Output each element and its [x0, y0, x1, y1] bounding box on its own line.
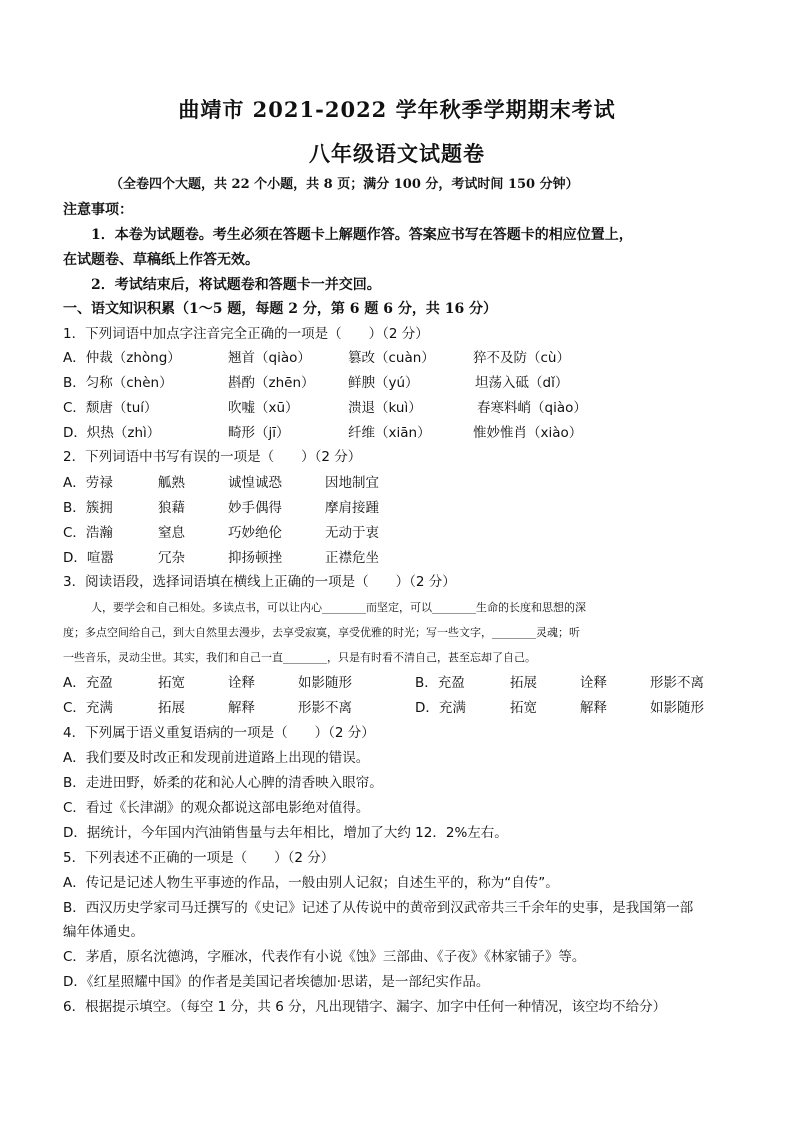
q3-c-1: C．充满 — [63, 700, 113, 716]
question-2-stem: 2．下列词语中书写有误的一项是（ ）（2 分） — [63, 449, 362, 465]
q3-b-4: 形影不离 — [650, 675, 704, 691]
q3-c-3: 解释 — [228, 700, 255, 716]
q4-option-d: D．据统计，今年国内汽油销售量与去年相比，增加了大约 12．2%左右。 — [63, 825, 508, 841]
exam-info: （全卷四个大题，共 22 个小题，共 8 页；满分 100 分，考试时间 150 分钟） — [110, 177, 579, 192]
q1-c-4: 春寒料峭（qiào） — [477, 400, 587, 416]
q1-a-1: A．仲裁（zhòng） — [63, 350, 181, 366]
q2-d-2: 冗杂 — [158, 550, 185, 566]
q3-a-3: 诠释 — [228, 675, 255, 691]
q2-d-1: D．喧嚣 — [63, 550, 114, 566]
q3-passage-line-1: 人，要学会和自己相处。多读点书，可以让内心________而坚定，可以________生命的长度和思想的深 — [91, 601, 586, 614]
q2-a-3: 诚惶诚恐 — [228, 475, 282, 491]
question-3-stem: 3．阅读语段，选择词语填在横线上正确的一项是（ ）（2 分） — [63, 574, 456, 590]
q3-passage-line-3: 一些音乐，灵动尘世。其实，我们和自己一直________，只是有时看不清自己，甚至忘却了自己。 — [63, 651, 536, 664]
q1-b-4: 坦荡入砥（dǐ） — [475, 375, 569, 391]
question-4-stem: 4．下列属于语义重复语病的一项是（ ）（2 分） — [63, 725, 375, 741]
q2-b-4: 摩肩接踵 — [325, 500, 379, 516]
q4-option-b: B．走进田野，娇柔的花和沁人心脾的清香映入眼帘。 — [63, 775, 383, 791]
q1-a-4: 猝不及防（cù） — [473, 350, 570, 366]
q1-b-1: B．匀称（chèn） — [63, 375, 173, 391]
q1-c-1: C．颓唐（tuí） — [63, 400, 158, 416]
q3-passage-line-2: 度；多点空间给自己，到大自然里去漫步，去享受寂寞，享受优雅的时光；写一些文字，________灵魂；听 — [63, 626, 580, 639]
q1-a-3: 篡改（cuàn） — [348, 350, 435, 366]
q1-a-2: 翘首（qiào） — [228, 350, 311, 366]
q2-a-2: 觚熟 — [158, 475, 185, 491]
q3-c-2: 拓展 — [158, 700, 185, 716]
q3-a-2: 拓宽 — [158, 675, 185, 691]
notice-item-1: 1．本卷为试题卷。考生必须在答题卡上解题作答。答案应书写在答题卡的相应位置上， — [91, 227, 633, 243]
q2-d-4: 正襟危坐 — [325, 550, 379, 566]
q5-option-b: B．西汉历史学家司马迁撰写的《史记》记述了从传说中的黄帝到汉武帝共三千余年的史事，是我国第一部 — [63, 900, 694, 916]
q3-a-4: 如影随形 — [298, 675, 352, 691]
q3-b-1: B．充盈 — [415, 675, 465, 691]
q3-b-2: 拓展 — [510, 675, 537, 691]
notice-item-1-cont: 在试题卷、草稿纸上作答无效。 — [63, 252, 259, 268]
q2-c-1: C．浩瀚 — [63, 525, 113, 541]
q2-c-3: 巧妙绝伦 — [228, 525, 282, 541]
q3-a-1: A．充盈 — [63, 675, 113, 691]
q2-d-3: 抑扬顿挫 — [228, 550, 282, 566]
question-6-stem: 6．根据提示填空。（每空 1 分，共 6 分，凡出现错字、漏字、加字中任何一种情况，该空均不给分） — [63, 999, 667, 1015]
q1-d-1: D．炽热（zhì） — [63, 425, 161, 441]
q5-option-b-cont: 编年体通史。 — [63, 924, 144, 940]
q3-d-4: 如影随形 — [650, 700, 704, 716]
q3-c-4: 形影不离 — [298, 700, 352, 716]
section-1-heading: 一、语文知识积累（1～5 题，每题 2 分，第 6 题 6 分，共 16 分） — [63, 301, 498, 317]
exam-subtitle: 八年级语文试题卷 — [309, 141, 485, 166]
q3-d-1: D．充满 — [415, 700, 466, 716]
exam-title: 曲靖市 2021-2022 学年秋季学期期末考试 — [178, 97, 616, 122]
question-1-stem: 1．下列词语中加点字注音完全正确的一项是（ ）（2 分） — [63, 326, 429, 342]
notice-item-2: 2．考试结束后，将试题卷和答题卡一并交回。 — [91, 277, 381, 293]
q2-a-1: A．劳禄 — [63, 475, 113, 491]
q1-c-3: 溃退（kuì） — [348, 400, 422, 416]
q5-option-d: D．《红星照耀中国》的作者是美国记者埃德加·思诺，是一部纪实作品。 — [63, 974, 490, 990]
notice-heading: 注意事项： — [63, 202, 133, 218]
q1-b-3: 鲜腴（yú） — [348, 375, 419, 391]
question-5-stem: 5．下列表述不正确的一项是（ ）（2 分） — [63, 850, 335, 866]
q2-b-3: 妙手偶得 — [228, 500, 282, 516]
q2-c-4: 无动于衷 — [325, 525, 379, 541]
q3-d-2: 拓宽 — [510, 700, 537, 716]
q3-b-3: 诠释 — [580, 675, 607, 691]
q1-c-2: 吹嘘（xū） — [228, 400, 299, 416]
q4-option-a: A．我们要及时改正和发现前进道路上出现的错误。 — [63, 750, 370, 766]
q5-option-a: A．传记是记述人物生平事迹的作品，一般由别人记叙；自述生平的，称为“自传”。 — [63, 875, 559, 891]
q2-a-4: 因地制宜 — [325, 475, 379, 491]
q4-option-c: C．看过《长津湖》的观众都说这部电影绝对值得。 — [63, 800, 370, 816]
q1-d-3: 纤维（xiān） — [348, 425, 431, 441]
q2-c-2: 窒息 — [158, 525, 185, 541]
q1-d-2: 畸形（jī） — [228, 425, 290, 441]
q5-option-c: C．茅盾，原名沈德鸿，字雁冰，代表作有小说《蚀》三部曲、《子夜》《林家铺子》等。 — [63, 949, 586, 965]
q1-d-4: 惟妙惟肖（xiào） — [473, 425, 583, 441]
q2-b-1: B．簇拥 — [63, 500, 113, 516]
q2-b-2: 狼藉 — [158, 500, 185, 516]
q1-b-2: 斟酌（zhēn） — [228, 375, 315, 391]
q3-d-3: 解释 — [580, 700, 607, 716]
